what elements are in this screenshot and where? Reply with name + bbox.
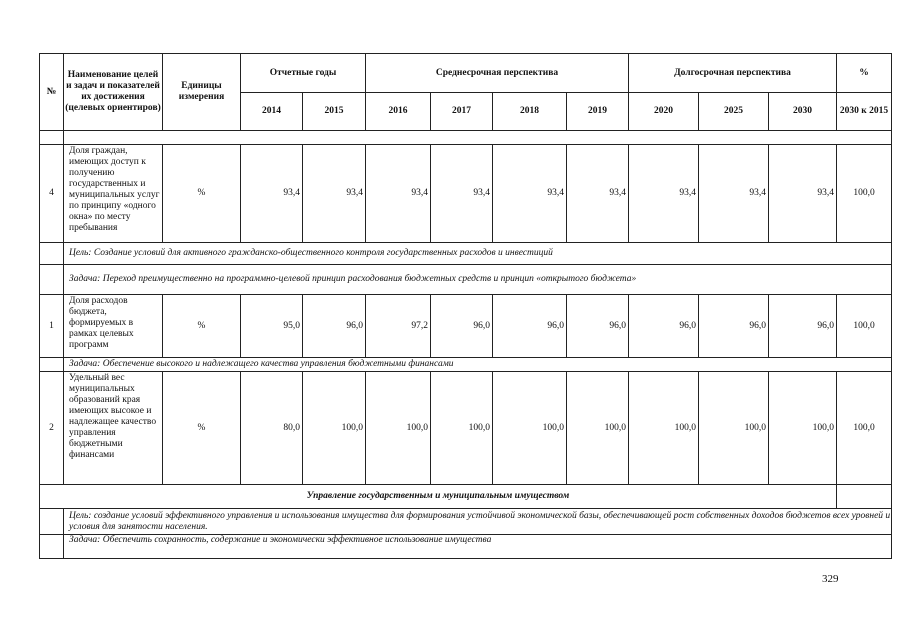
header-year: 2025 bbox=[699, 93, 769, 131]
row-value: 96,0 bbox=[567, 295, 629, 358]
row-value: 96,0 bbox=[303, 295, 366, 358]
row-value: 93,4 bbox=[493, 145, 567, 243]
row-num: 2 bbox=[40, 372, 64, 485]
row-value: 100,0 bbox=[303, 372, 366, 485]
section-title: Управление государственным и муниципальным имуществом bbox=[40, 485, 837, 509]
row-num: 1 bbox=[40, 295, 64, 358]
row-value: 93,4 bbox=[629, 145, 699, 243]
header-year: 2019 bbox=[567, 93, 629, 131]
row-value: 100,0 bbox=[366, 372, 431, 485]
row-value: 93,4 bbox=[769, 145, 837, 243]
task-text: Задача: Переход преимущественно на программно-целевой принцип расходования бюджетных средств и принцип «открытого бюджета» bbox=[64, 265, 892, 295]
page-number: 329 bbox=[822, 573, 839, 585]
row-value: 93,4 bbox=[366, 145, 431, 243]
header-row-1 bbox=[40, 54, 892, 93]
section-row bbox=[40, 485, 892, 509]
table-row bbox=[40, 295, 892, 358]
goal-row bbox=[40, 509, 892, 535]
row-name: Доля расходов бюджета, формируемых в рамках целевых программ bbox=[64, 295, 163, 358]
goal-text: Цель: Создание условий для активного гражданско-общественного контроля государственных расходов и инвестиций bbox=[64, 243, 892, 265]
row-value: 100,0 bbox=[629, 372, 699, 485]
indicators-table bbox=[39, 53, 892, 559]
row-unit: % bbox=[163, 295, 241, 358]
task-row bbox=[40, 535, 892, 559]
row-value: 96,0 bbox=[769, 295, 837, 358]
task-text: Задача: Обеспечение высокого и надлежащего качества управления бюджетными финансами bbox=[64, 358, 892, 372]
row-value: 100,0 bbox=[431, 372, 493, 485]
row-value: 96,0 bbox=[699, 295, 769, 358]
row-value: 100,0 bbox=[493, 372, 567, 485]
row-ratio: 100,0 bbox=[837, 372, 892, 485]
row-num: 4 bbox=[40, 145, 64, 243]
header-year: 2015 bbox=[303, 93, 366, 131]
header-long: Долгосрочная перспектива bbox=[629, 54, 837, 93]
header-year: 2030 bbox=[769, 93, 837, 131]
row-value: 93,4 bbox=[303, 145, 366, 243]
row-name: Доля граждан, имеющих доступ к получению государственных и муниципальных услуг по принципу «одного окна» по месту пребывания bbox=[64, 145, 163, 243]
header-reported: Отчетные годы bbox=[241, 54, 366, 93]
header-year: 2018 bbox=[493, 93, 567, 131]
header-pct: % bbox=[837, 54, 892, 93]
header-name: Наименование целей и задач и показателей их достижения (целевых ориентиров) bbox=[64, 54, 163, 131]
row-value: 96,0 bbox=[431, 295, 493, 358]
row-value: 96,0 bbox=[629, 295, 699, 358]
row-value: 80,0 bbox=[241, 372, 303, 485]
row-value: 95,0 bbox=[241, 295, 303, 358]
row-value: 93,4 bbox=[567, 145, 629, 243]
row-value: 100,0 bbox=[567, 372, 629, 485]
row-value: 93,4 bbox=[241, 145, 303, 243]
row-value: 100,0 bbox=[769, 372, 837, 485]
task-text: Задача: Обеспечить сохранность, содержание и экономически эффективное использование имущества bbox=[64, 535, 892, 559]
row-unit: % bbox=[163, 372, 241, 485]
row-value: 93,4 bbox=[699, 145, 769, 243]
spacer-row bbox=[40, 131, 892, 145]
row-ratio: 100,0 bbox=[837, 295, 892, 358]
table-row bbox=[40, 145, 892, 243]
header-ratio: 2030 к 2015 bbox=[837, 93, 892, 131]
task-row bbox=[40, 265, 892, 295]
header-year: 2016 bbox=[366, 93, 431, 131]
header-year: 2014 bbox=[241, 93, 303, 131]
header-year: 2020 bbox=[629, 93, 699, 131]
row-name: Удельный вес муниципальных образований края имеющих высокое и надлежащее качество управления бюджетными финансами bbox=[64, 372, 163, 485]
header-medium: Среднесрочная перспектива bbox=[366, 54, 629, 93]
row-value: 96,0 bbox=[493, 295, 567, 358]
header-units: Единицы измерения bbox=[163, 54, 241, 131]
row-ratio: 100,0 bbox=[837, 145, 892, 243]
row-unit: % bbox=[163, 145, 241, 243]
table-row bbox=[40, 372, 892, 485]
goal-row bbox=[40, 243, 892, 265]
header-year: 2017 bbox=[431, 93, 493, 131]
goal-text: Цель: создание условий эффективного управления и использования имущества для формирования устойчивой экономической базы, обеспечивающей рост собственных доходов бюджетов всех уровней и условия для занятости населения. bbox=[64, 509, 892, 535]
row-value: 100,0 bbox=[699, 372, 769, 485]
header-num: № bbox=[40, 54, 64, 131]
row-value: 97,2 bbox=[366, 295, 431, 358]
row-value: 93,4 bbox=[431, 145, 493, 243]
task-row bbox=[40, 358, 892, 372]
